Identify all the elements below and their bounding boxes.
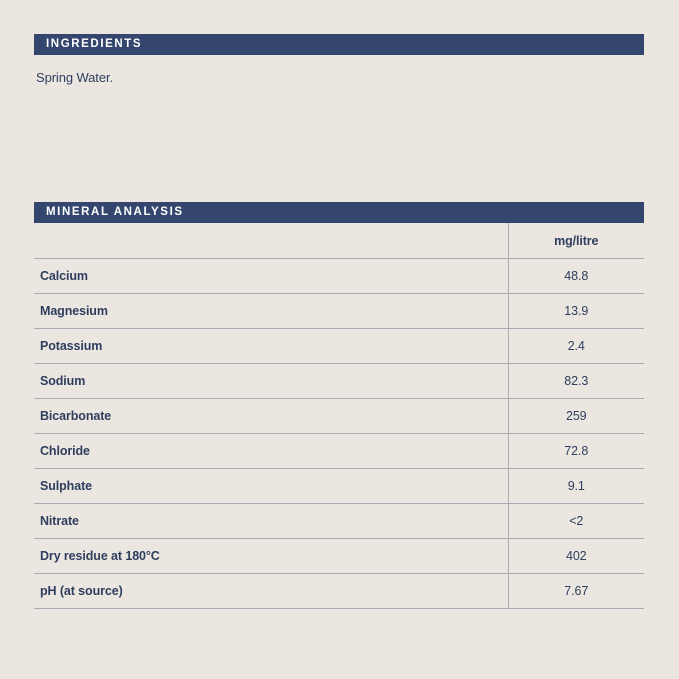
mineral-value: 2.4 [508, 329, 644, 364]
mineral-name: Calcium [34, 259, 508, 294]
mineral-value: 7.67 [508, 574, 644, 609]
mineral-analysis-header: MINERAL ANALYSIS [34, 202, 644, 223]
mineral-value: 48.8 [508, 259, 644, 294]
table-row [34, 434, 644, 469]
mineral-value: 82.3 [508, 364, 644, 399]
mineral-value: 13.9 [508, 294, 644, 329]
table-row [34, 539, 644, 574]
mineral-name: Chloride [34, 434, 508, 469]
mineral-name: Nitrate [34, 504, 508, 539]
mineral-value: 402 [508, 539, 644, 574]
table-row [34, 504, 644, 539]
mineral-name: pH (at source) [34, 574, 508, 609]
unit-column-header: mg/litre [508, 223, 644, 259]
mineral-name: Potassium [34, 329, 508, 364]
mineral-analysis-table [34, 223, 644, 609]
ingredients-header: INGREDIENTS [34, 34, 644, 55]
table-row [34, 294, 644, 329]
mineral-name: Sulphate [34, 469, 508, 504]
table-row [34, 574, 644, 609]
mineral-column-header [34, 223, 508, 259]
mineral-name: Sodium [34, 364, 508, 399]
ingredients-text: Spring Water. [36, 70, 113, 85]
mineral-value: 9.1 [508, 469, 644, 504]
table-header-row [34, 223, 644, 259]
mineral-value: <2 [508, 504, 644, 539]
mineral-value: 72.8 [508, 434, 644, 469]
mineral-name: Bicarbonate [34, 399, 508, 434]
mineral-name: Dry residue at 180°C [34, 539, 508, 574]
table-row [34, 469, 644, 504]
mineral-value: 259 [508, 399, 644, 434]
table-row [34, 399, 644, 434]
table-row [34, 259, 644, 294]
table-row [34, 329, 644, 364]
mineral-name: Magnesium [34, 294, 508, 329]
table-row [34, 364, 644, 399]
